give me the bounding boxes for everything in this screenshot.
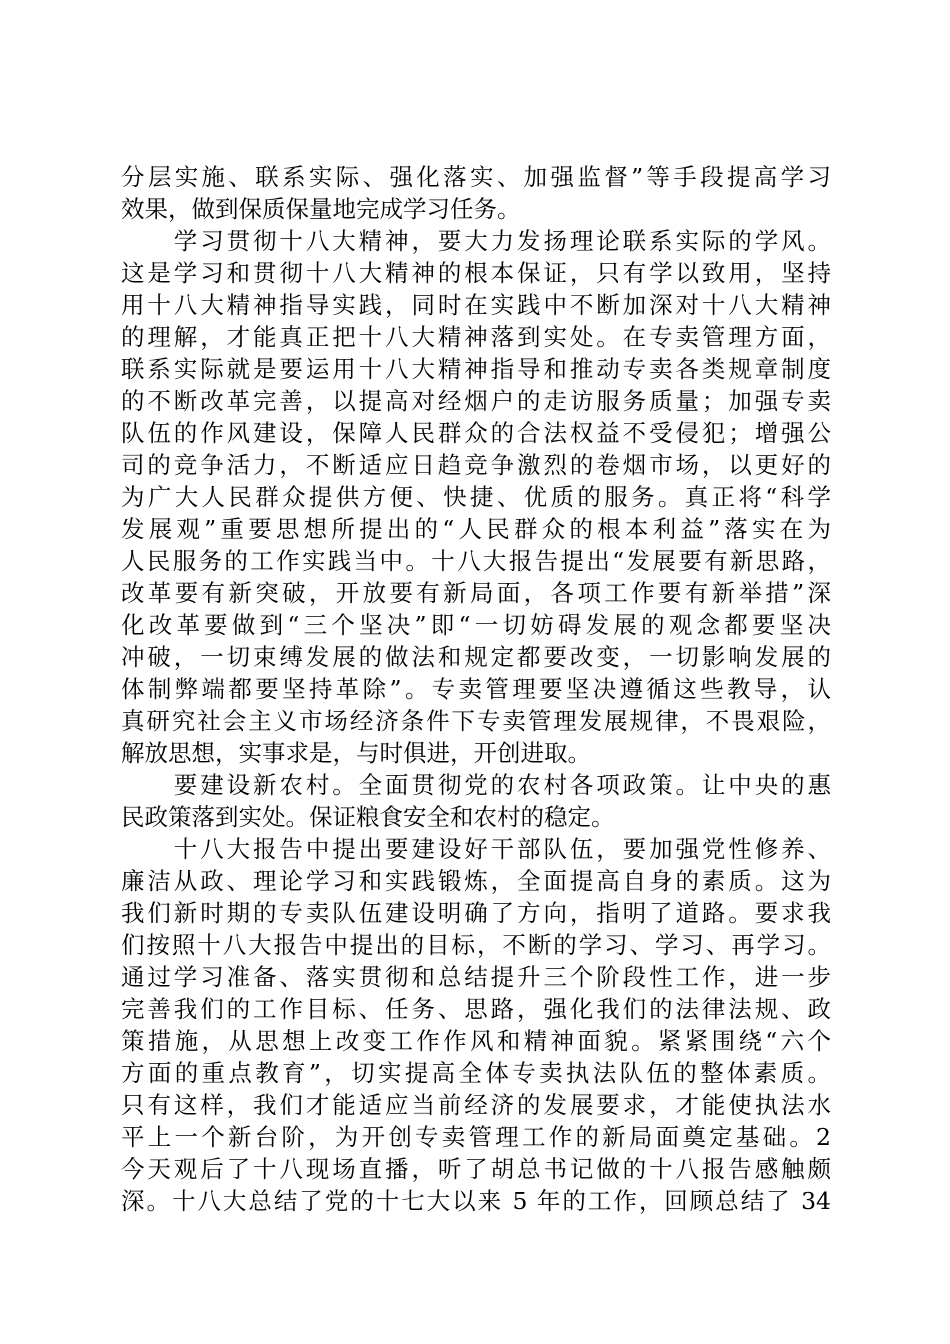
document-text-line: 人民服务的工作实践当中。十八大报告提出“发展要有新思路， [121, 547, 831, 575]
document-text-line: 冲破，一切束缚发展的做法和规定都要改变，一切影响发展的 [121, 643, 831, 671]
document-text-line: 化改革要做到“三个坚决”即“一切妨碍发展的观念都要坚决 [121, 611, 831, 639]
document-text-line: 效果，做到保质保量地完成学习任务。 [121, 195, 521, 223]
document-text-line: 策措施，从思想上改变工作作风和精神面貌。紧紧围绕“六个 [121, 1027, 831, 1055]
document-text-line: 要建设新农村。全面贯彻党的农村各项政策。让中央的惠 [121, 771, 831, 799]
document-text-line: 我们新时期的专卖队伍建设明确了方向，指明了道路。要求我 [121, 899, 831, 927]
document-text-line: 联系实际就是要运用十八大精神指导和推动专卖各类规章制度 [121, 355, 831, 383]
document-text-line: 的理解，才能真正把十八大精神落到实处。在专卖管理方面， [121, 323, 831, 351]
document-text-line: 只有这样，我们才能适应当前经济的发展要求，才能使执法水 [121, 1091, 831, 1119]
document-text-line: 为广大人民群众提供方便、快捷、优质的服务。真正将“科学 [121, 483, 831, 511]
document-text-line: 真研究社会主义市场经济条件下专卖管理发展规律，不畏艰险， [121, 707, 831, 735]
document-text-line: 们按照十八大报告中提出的目标，不断的学习、学习、再学习。 [121, 931, 831, 959]
document-text-line: 司的竞争活力，不断适应日趋竞争激烈的卷烟市场，以更好的 [121, 451, 831, 479]
document-text-line: 民政策落到实处。保证粮食安全和农村的稳定。 [121, 803, 615, 831]
document-text-line: 队伍的作风建设，保障人民群众的合法权益不受侵犯；增强公 [121, 419, 831, 447]
document-text-line: 学习贯彻十八大精神，要大力发扬理论联系实际的学风。 [121, 227, 831, 255]
document-text-line: 廉洁从政、理论学习和实践锻炼，全面提高自身的素质。这为 [121, 867, 831, 895]
document-text-line: 今天观后了十八现场直播，听了胡总书记做的十八报告感触颇 [121, 1155, 831, 1183]
document-text-line: 通过学习准备、落实贯彻和总结提升三个阶段性工作，进一步 [121, 963, 831, 991]
document-text-line: 平上一个新台阶，为开创专卖管理工作的新局面奠定基础。2 [121, 1123, 831, 1151]
document-text-line: 的不断改革完善，以提高对经烟户的走访服务质量；加强专卖 [121, 387, 831, 415]
document-text-line: 发展观”重要思想所提出的“人民群众的根本利益”落实在为 [121, 515, 831, 543]
document-text-line: 方面的重点教育”，切实提高全体专卖执法队伍的整体素质。 [121, 1059, 831, 1087]
document-text-line: 这是学习和贯彻十八大精神的根本保证，只有学以致用，坚持 [121, 259, 831, 287]
document-text-line: 完善我们的工作目标、任务、思路，强化我们的法律法规、政 [121, 995, 831, 1023]
document-text-line: 深。十八大总结了党的十七大以来 5 年的工作，回顾总结了 34 [121, 1187, 831, 1215]
document-text-line: 改革要有新突破，开放要有新局面，各项工作要有新举措”深 [121, 579, 831, 607]
document-text-line: 解放思想，实事求是，与时俱进，开创进取。 [121, 739, 591, 767]
document-text-line: 分层实施、联系实际、强化落实、加强监督”等手段提高学习 [121, 163, 831, 191]
document-body-text [121, 161, 831, 1217]
document-text-line: 体制弊端都要坚持革除”。专卖管理要坚决遵循这些教导，认 [121, 675, 831, 703]
document-text-line: 十八大报告中提出要建设好干部队伍，要加强党性修养、 [121, 835, 831, 863]
document-text-line: 用十八大精神指导实践，同时在实践中不断加深对十八大精神 [121, 291, 831, 319]
